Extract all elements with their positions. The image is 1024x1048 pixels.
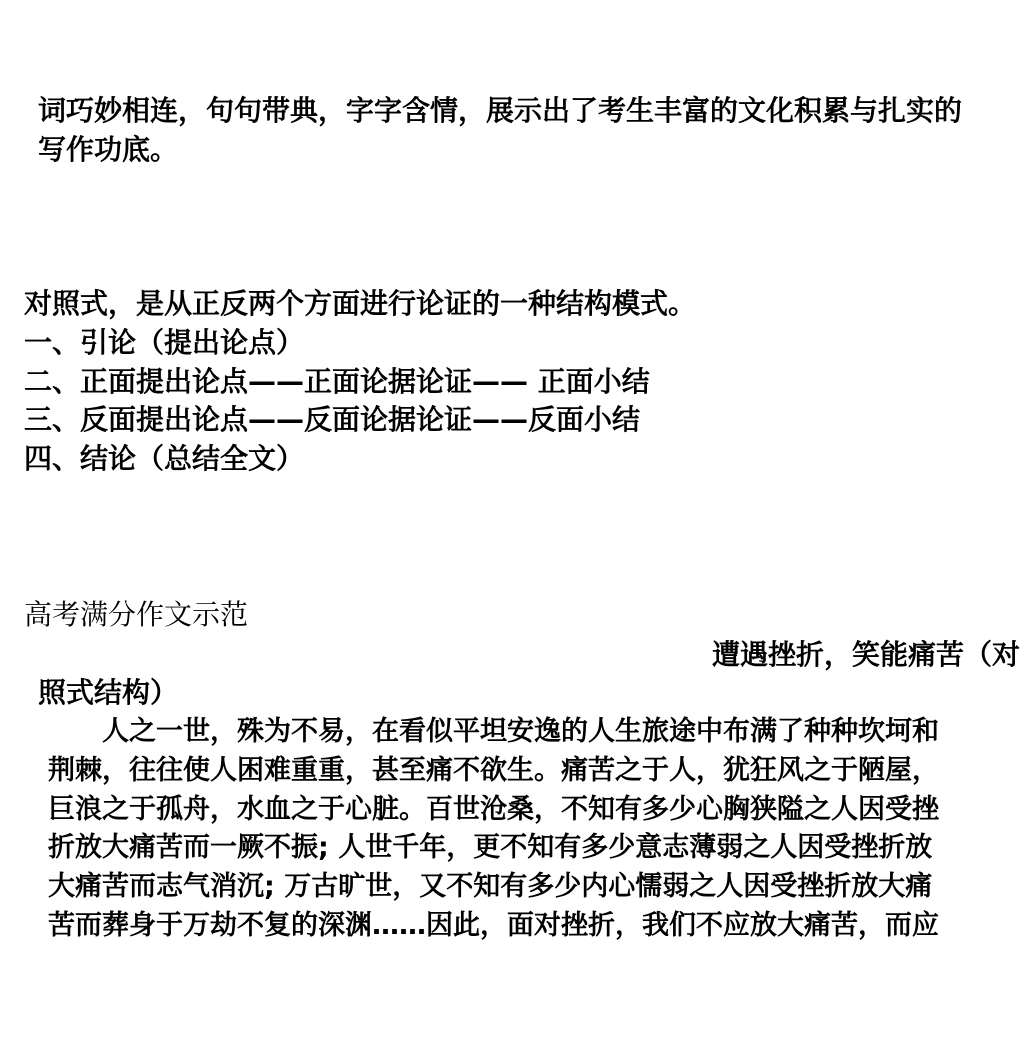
essay-paragraph-line: 人之一世，殊为不易，在看似平坦安逸的人生旅途中布满了种种坎坷和	[48, 716, 939, 747]
essay-paragraph-line: 折放大痛苦而一厥不振; 人世千年，更不知有多少意志薄弱之人因受挫折放	[48, 832, 933, 863]
sample-heading: 高考满分作文示范	[24, 598, 249, 631]
essay-paragraph-line: 巨浪之于孤舟，水血之于心脏。百世沧桑，不知有多少心胸狭隘之人因受挫	[48, 794, 939, 825]
structure-item: 四、结论（总结全文）	[24, 442, 305, 475]
structure-definition: 对照式，是从正反两个方面进行论证的一种结构模式。	[24, 287, 697, 320]
essay-paragraph-line: 荆棘，往往使人困难重重，甚至痛不欲生。痛苦之于人，犹狂风之于陋屋，	[48, 755, 939, 786]
structure-item: 二、正面提出论点——正面论据论证—— 正面小结	[24, 365, 650, 398]
essay-paragraph-line: 大痛苦而志气消沉; 万古旷世，又不知有多少内心懦弱之人因受挫折放大痛	[48, 871, 933, 902]
structure-item: 一、引论（提出论点）	[24, 326, 305, 359]
essay-title: 遭遇挫折，笑能痛苦（对	[712, 638, 1021, 671]
intro-line: 词巧妙相连，句句带典，字字含情，展示出了考生丰富的文化积累与扎实的	[38, 94, 963, 127]
essay-title-continuation: 照式结构）	[38, 676, 179, 709]
essay-paragraph-line: 苦而葬身于万劫不复的深渊……因此，面对挫折，我们不应放大痛苦，而应	[48, 910, 939, 941]
structure-item: 三、反面提出论点——反面论据论证——反面小结	[24, 403, 641, 436]
intro-line: 写作功底。	[38, 133, 179, 166]
